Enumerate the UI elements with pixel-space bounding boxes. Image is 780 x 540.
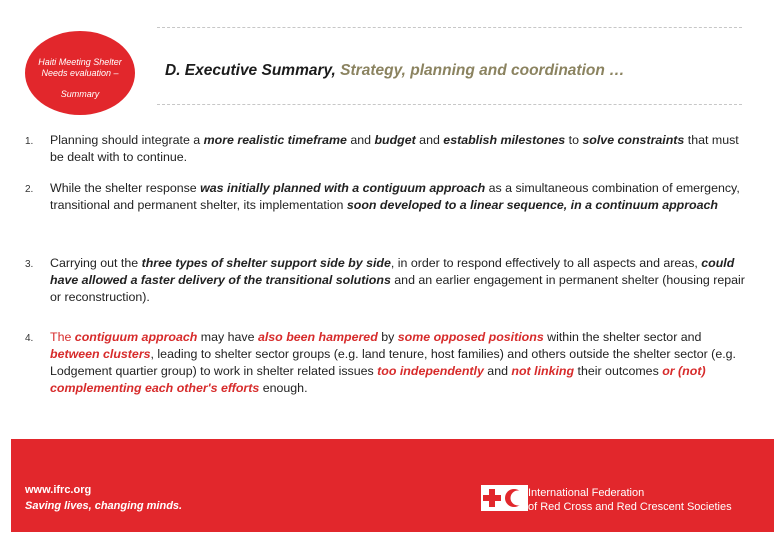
text-segment: also been hampered: [257, 330, 378, 344]
item-text: [50, 329, 750, 397]
text-segment: between clusters: [50, 347, 151, 361]
text-segment: Planning should integrate a: [50, 133, 204, 147]
text-segment: may have: [197, 330, 258, 344]
text-segment: within the shelter sector and: [543, 330, 702, 344]
text-segment: could have allowed a faster delivery of the transitional solutions: [50, 256, 735, 287]
page-title: [165, 62, 625, 80]
text-segment: and: [346, 133, 375, 147]
item-text: [50, 255, 750, 306]
text-segment: The: [50, 330, 75, 344]
text-segment: was initially planned with a contiguum approach: [200, 181, 486, 195]
org-line-1: International Federation: [528, 487, 645, 499]
org-line-2: of Red Cross and Red Crescent Societies: [528, 501, 732, 513]
footer-band: [11, 439, 774, 532]
text-segment: and: [415, 133, 444, 147]
text-segment: enough.: [259, 381, 308, 395]
text-segment: that must be dealt with to continue.: [50, 133, 739, 164]
item-number: 4.: [25, 333, 34, 344]
text-segment: three types of shelter support side by side: [141, 256, 391, 270]
text-segment: as a simultaneous combination of emergency, transitional and permanent shelter, its implementation: [50, 181, 740, 212]
text-segment: by: [377, 330, 398, 344]
slogan: Saving lives, changing minds.: [25, 500, 183, 512]
text-segment: and: [483, 364, 512, 378]
badge-line-2: Needs evaluation –: [41, 68, 119, 78]
text-segment: some opposed positions: [397, 330, 544, 344]
text-segment: Carrying out the: [50, 256, 142, 270]
red-cross-crescent-icon: [481, 485, 528, 511]
text-segment: , leading to shelter sector groups (e.g. land tenure, host families) and others outside the shelter sector (e.g. Lodgement quartier group) to work in shelter related issues: [50, 347, 736, 378]
organization-name: [528, 486, 732, 514]
item-text: [50, 132, 750, 166]
text-segment: , in order to respond effectively to all aspects and areas,: [390, 256, 702, 270]
text-segment: and an earlier engagement in permanent shelter (housing repair or reconstruction).: [50, 273, 745, 304]
ifrc-logo: [481, 485, 528, 511]
text-segment: their outcomes: [574, 364, 663, 378]
header-divider: [157, 104, 742, 105]
text-segment: to: [565, 133, 583, 147]
item-number: 1.: [25, 136, 34, 147]
text-segment: contiguum approach: [74, 330, 198, 344]
badge-line-1: Haiti Meeting Shelter: [38, 57, 122, 67]
text-segment: or (not) complementing each other's efforts: [50, 364, 706, 395]
text-segment: too independently: [377, 364, 484, 378]
section-badge: [24, 30, 136, 116]
text-segment: soon developed to a linear sequence, in a continuum approach: [346, 198, 718, 212]
top-divider: [157, 27, 742, 28]
text-segment: budget: [374, 133, 416, 147]
website-link[interactable]: www.ifrc.org: [25, 484, 92, 496]
badge-line-3: Summary: [60, 89, 100, 99]
text-segment: more realistic timeframe: [203, 133, 347, 147]
text-segment: While the shelter response: [50, 181, 201, 195]
item-number: 3.: [25, 259, 34, 270]
item-number: 2.: [25, 184, 34, 195]
text-segment: establish milestones: [443, 133, 566, 147]
title-main: D. Executive Summary,: [165, 62, 341, 79]
text-segment: solve constraints: [582, 133, 685, 147]
item-text: [50, 180, 750, 214]
text-segment: not linking: [511, 364, 575, 378]
title-accent: Strategy, planning and coordination …: [340, 62, 625, 79]
